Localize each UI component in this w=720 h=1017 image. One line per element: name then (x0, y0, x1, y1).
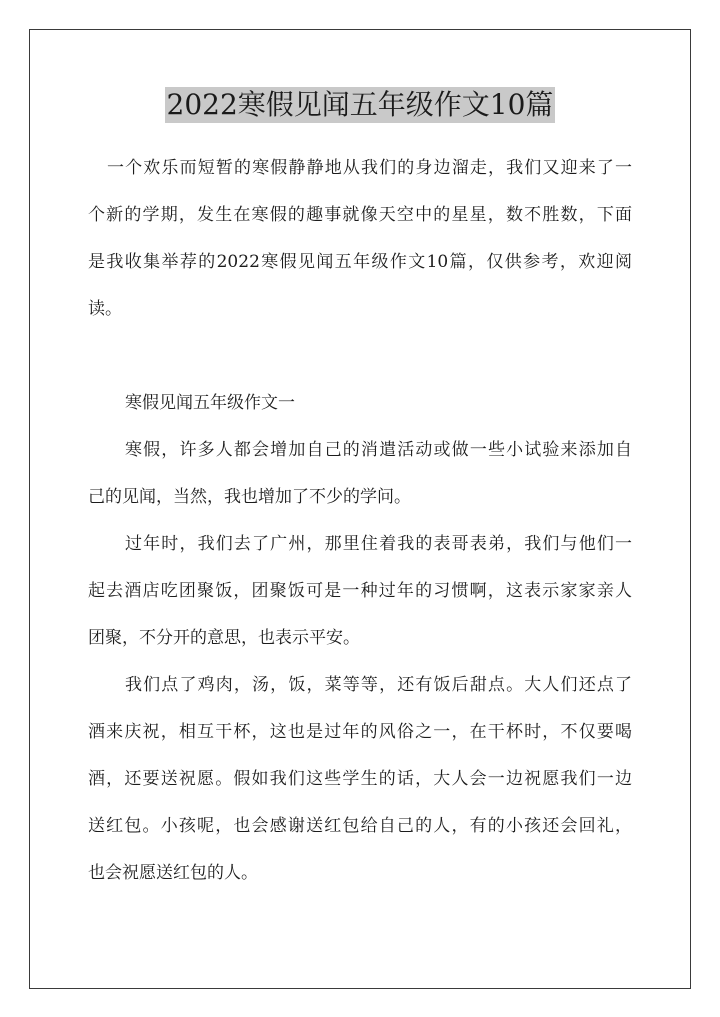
text-line: 个新的学期，发生在寒假的趣事就像天空中的星星，数不胜数，下面 (88, 205, 632, 225)
section-heading: 寒假见闻五年级作文一 (125, 393, 295, 413)
section-paragraph-3 (88, 662, 632, 897)
text-line: 团聚，不分开的意思，也表示平安。 (88, 628, 360, 648)
section-paragraph-2 (88, 521, 632, 662)
text-line: 读。 (88, 299, 122, 319)
text-line: 送红包。小孩呢，也会感谢送红包给自己的人，有的小孩还会回礼， (88, 816, 632, 836)
document-title: 2022寒假见闻五年级作文10篇 (166, 88, 554, 121)
blank-line (88, 333, 632, 380)
text-line: 酒，还要送祝愿。假如我们这些学生的话，大人会一边祝愿我们一边 (88, 769, 632, 789)
text-line: 寒假，许多人都会增加自己的消遣活动或做一些小试验来添加自 (125, 440, 632, 460)
text-line: 过年时，我们去了广州，那里住着我的表哥表弟，我们与他们一 (125, 534, 632, 554)
text-line: 己的见闻，当然，我也增加了不少的学问。 (88, 487, 411, 507)
text-line: 一个欢乐而短暂的寒假静静地从我们的身边溜走，我们又迎来了一 (107, 158, 632, 178)
document-body (88, 145, 632, 897)
title-container (0, 87, 720, 123)
text-line: 起去酒店吃团聚饭，团聚饭可是一种过年的习惯啊，这表示家家亲人 (88, 581, 632, 601)
text-line: 是我收集举荐的2022寒假见闻五年级作文10篇，仅供参考，欢迎阅 (88, 252, 632, 272)
section-paragraph-1 (88, 427, 632, 521)
text-line: 也会祝愿送红包的人。 (88, 863, 258, 883)
intro-paragraph (88, 145, 632, 333)
text-line: 我们点了鸡肉，汤，饭，菜等等，还有饭后甜点。大人们还点了 (125, 675, 632, 695)
text-line: 酒来庆祝，相互干杯，这也是过年的风俗之一，在干杯时，不仅要喝 (88, 722, 632, 742)
